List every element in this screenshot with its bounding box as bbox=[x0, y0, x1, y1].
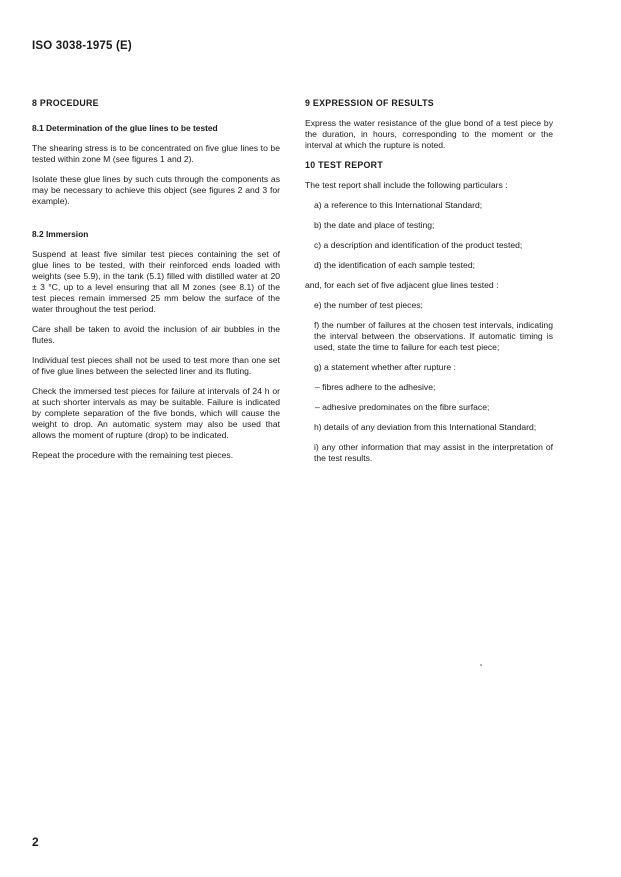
report-item-d: d) the identification of each sample tested; bbox=[314, 260, 475, 270]
report-item-g-dash-2: – adhesive predominates on the fibre surface; bbox=[315, 402, 490, 412]
procedure-heading: 8 PROCEDURE bbox=[32, 98, 99, 108]
section-9-paragraph: Express the water resistance of the glue bond of a test piece by the duration, in hours, corresponding to the moment or the interval at which the rupture is noted. bbox=[305, 118, 553, 150]
report-item-g: g) a statement whether after rupture : bbox=[314, 362, 456, 372]
test-report-heading: 10 TEST REPORT bbox=[305, 160, 384, 170]
document-id: ISO 3038-1975 (E) bbox=[32, 40, 132, 52]
section-8-2-paragraph-5: Repeat the procedure with the remaining test pieces. bbox=[32, 450, 234, 460]
report-item-f: f) the number of failures at the chosen test intervals, indicating the interval between the observations. If automatic timing is used, state the time to failure for each test piece; bbox=[314, 320, 553, 352]
section-8-1-heading: 8.1 Determination of the glue lines to be tested bbox=[32, 123, 218, 133]
report-item-c: c) a description and identification of the product tested; bbox=[314, 240, 523, 250]
report-item-a: a) a reference to this International Standard; bbox=[314, 200, 483, 210]
section-8-2-paragraph-1: Suspend at least five similar test pieces containing the set of glue lines to be tested, with their reinforced ends loaded with weights (see 5.9), in the tank (5.1) filled with distilled water at 20 ± 3 °C, up to a level ensuring that all M zones (see 8.1) of the test pieces remain immersed 25 mm below the surface of the water throughout the test period. bbox=[32, 249, 280, 314]
section-8-1-paragraph-1: The shearing stress is to be concentrated on five glue lines to be tested within zone M (see figures 1 and 2). bbox=[32, 143, 280, 164]
report-item-g-dash-1: – fibres adhere to the adhesive; bbox=[315, 382, 436, 392]
report-item-b: b) the date and place of testing; bbox=[314, 220, 435, 230]
section-8-2-paragraph-3: Individual test pieces shall not be used to test more than one set of five glue lines between the selected liner and its fluting. bbox=[32, 355, 280, 376]
right-column bbox=[305, 98, 553, 473]
scan-speck bbox=[480, 664, 482, 666]
report-set-intro: and, for each set of five adjacent glue lines tested : bbox=[305, 280, 499, 290]
section-8-2-paragraph-2: Care shall be taken to avoid the inclusion of air bubbles in the flutes. bbox=[32, 324, 280, 345]
page-number: 2 bbox=[32, 835, 39, 849]
test-report-intro: The test report shall include the following particulars : bbox=[305, 180, 508, 190]
section-8-1-paragraph-2: Isolate these glue lines by such cuts through the components as may be necessary to achieve this object (see figures 2 and 3 for example). bbox=[32, 174, 280, 206]
report-item-h: h) details of any deviation from this International Standard; bbox=[314, 422, 537, 432]
section-8-2-heading: 8.2 Immersion bbox=[32, 229, 89, 239]
section-8-2-paragraph-4: Check the immersed test pieces for failure at intervals of 24 h or at such shorter intervals as may be suitable. Failure is indicated by complete separation of the five bonds, which will cause the weight to drop. An automatic system may also be used that allows the moment of rupture (drop) to be indicated. bbox=[32, 386, 280, 440]
left-column bbox=[32, 98, 280, 470]
expression-of-results-heading: 9 EXPRESSION OF RESULTS bbox=[305, 98, 434, 108]
report-item-i: i) any other information that may assist in the interpretation of the test results. bbox=[314, 442, 553, 463]
report-item-e: e) the number of test pieces; bbox=[314, 300, 423, 310]
